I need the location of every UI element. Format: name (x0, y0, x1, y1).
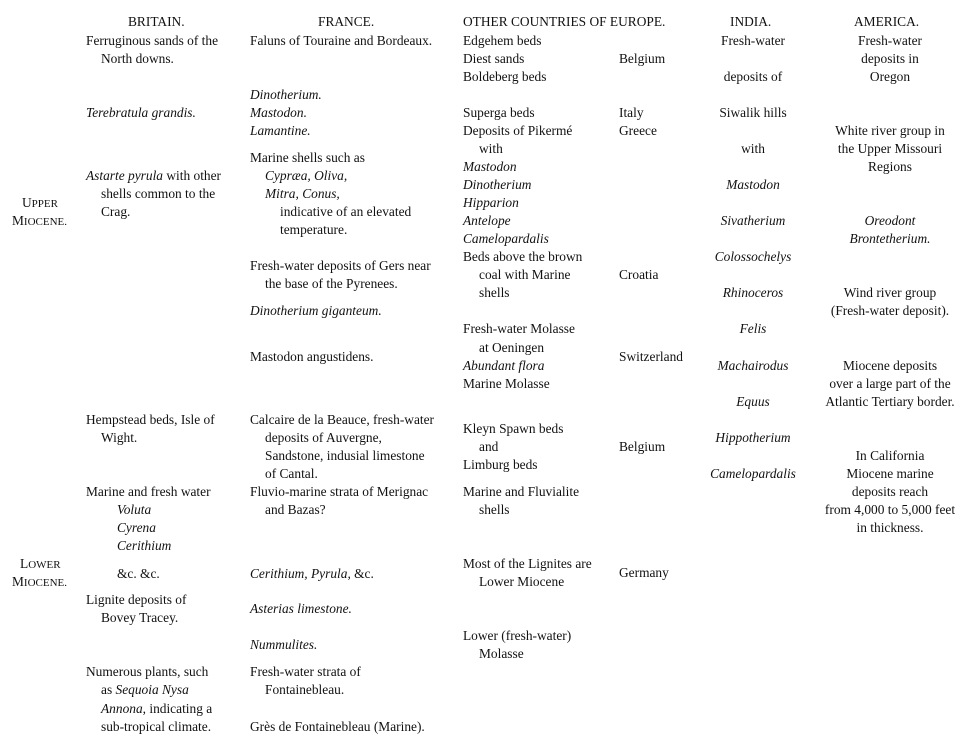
europe-croatia: Croatia (619, 267, 659, 282)
india-fauna-item: Rhinoceros (722, 285, 784, 300)
britain-ferruginous-2: North downs. (101, 51, 174, 66)
america-california-3: deposits reach (851, 484, 929, 499)
britain-cyrena: Cyrena (117, 520, 156, 535)
america-fw-1: Fresh-water (858, 33, 922, 48)
america-california-2: Miocene marine (846, 466, 934, 481)
france-beauce-1: Calcaire de la Beauce, fresh-water (250, 412, 435, 427)
france-faluns: Faluns of Touraine and Bordeaux. (250, 33, 433, 48)
america-white-1: White river group in (835, 123, 945, 138)
britain-lignite-1: Lignite deposits of (86, 592, 187, 607)
india-fauna-item: Machairodus (717, 358, 789, 373)
america-atlantic-3: Atlantic Tertiary border. (825, 394, 955, 409)
britain-marine-fresh: Marine and fresh water (86, 484, 211, 499)
france-fontainebleau-2: Fontainebleau. (265, 682, 345, 697)
britain-astarte-2: shells common to the (101, 186, 216, 201)
britain-terebratula: Terebratula grandis. (86, 105, 196, 120)
britain-plants-3: Annona, indicating a (101, 701, 213, 716)
europe-switzerland: Switzerland (619, 349, 683, 364)
europe-lower-fw-1: Lower (fresh-water) (463, 628, 572, 643)
europe-marine-molasse: Marine Molasse (463, 376, 550, 391)
europe-kleyn-2: and (479, 439, 499, 454)
india-fauna-item: Equus (736, 394, 770, 409)
britain-astarte-1: Astarte pyrula with other (86, 168, 222, 183)
france-fluvio-2: and Bazas? (265, 502, 326, 517)
india-fauna-item: Mastodon (726, 177, 780, 192)
europe-mastodon: Mastodon (463, 159, 517, 174)
europe-abundant-flora: Abundant flora (463, 358, 545, 373)
france-cerithium-pyrula: Cerithium, Pyrula, &c. (250, 566, 374, 581)
britain-hempstead-1: Hempstead beds, Isle of (86, 412, 215, 427)
america-atlantic-1: Miocene deposits (842, 358, 938, 373)
europe-camelopardalis: Camelopardalis (463, 231, 549, 246)
europe-fluvialite-2: shells (479, 502, 510, 517)
britain-voluta: Voluta (117, 502, 152, 517)
header-other-europe: OTHER COUNTRIES OF EUROPE. (463, 14, 666, 29)
britain-astarte-3: Crag. (101, 204, 131, 219)
europe-pikerme-2: with (479, 141, 503, 156)
france-marine-shells: Marine shells such as (250, 150, 365, 165)
header-britain: BRITAIN. (128, 14, 185, 29)
europe-lower-fw-2: Molasse (479, 646, 524, 661)
europe-molasse-1: Fresh-water Molasse (463, 321, 575, 336)
france-dinotherium: Dinotherium. (250, 87, 322, 102)
europe-superga: Superga beds (463, 105, 535, 120)
america-wind-2: (Fresh-water deposit). (830, 303, 950, 318)
britain-etc: &c. &c. (117, 566, 160, 581)
america-wind-1: Wind river group (843, 285, 937, 300)
america-california-1: In California (855, 448, 925, 463)
europe-limburg: Limburg beds (463, 457, 538, 472)
europe-kleyn-1: Kleyn Spawn beds (463, 421, 564, 436)
france-beauce-4: of Cantal. (265, 466, 318, 481)
europe-germany: Germany (619, 565, 669, 580)
period-upper-line2: MIOCENE. (12, 213, 67, 228)
india-line-4: with (741, 141, 765, 156)
america-white-3: Regions (868, 159, 912, 174)
britain-plants-1: Numerous plants, such (86, 664, 209, 679)
europe-molasse-2: at Oeningen (479, 340, 545, 355)
france-indicative-2: temperature. (280, 222, 348, 237)
europe-pikerme-1: Deposits of Pikermé (463, 123, 573, 138)
europe-lignites-1: Most of the Lignites are (463, 556, 592, 571)
europe-hipparion: Hipparion (463, 195, 519, 210)
america-oreodont: Oreodont (864, 213, 916, 228)
period-upper-line1: UPPER (22, 195, 58, 210)
france-mastodon-angustidens: Mastodon angustidens. (250, 349, 374, 364)
header-india: INDIA. (730, 14, 772, 29)
britain-lignite-2: Bovey Tracey. (101, 610, 179, 625)
europe-italy: Italy (619, 105, 644, 120)
india-line-3: Siwalik hills (719, 105, 787, 120)
europe-brown-coal-2: coal with Marine (479, 267, 571, 282)
britain-ferruginous-1: Ferruginous sands of the (86, 33, 219, 48)
france-dino-giganteum: Dinotherium giganteum. (250, 303, 382, 318)
france-asterias: Asterias limestone. (250, 601, 352, 616)
europe-dinotherium: Dinotherium (463, 177, 532, 192)
france-cypraea: Cypræa, Oliva, (265, 168, 348, 183)
france-beauce-2: deposits of Auvergne, (265, 430, 382, 445)
france-lamantine: Lamantine. (250, 123, 311, 138)
europe-antelope: Antelope (463, 213, 511, 228)
period-lower-line2: MIOCENE. (12, 574, 67, 589)
america-fw-3: Oregon (869, 69, 911, 84)
france-mitra: Mitra, Conus, (265, 186, 340, 201)
europe-greece: Greece (619, 123, 657, 138)
america-california-5: in thickness. (856, 520, 924, 535)
france-gers-1: Fresh-water deposits of Gers near (250, 258, 431, 273)
europe-fluvialite-1: Marine and Fluvialite (463, 484, 580, 499)
europe-boldeberg: Boldeberg beds (463, 69, 547, 84)
india-fauna-item: Camelopardalis (710, 466, 796, 481)
europe-lignites-2: Lower Miocene (479, 574, 565, 589)
india-line-1: Fresh-water (721, 33, 785, 48)
france-gers-2: the base of the Pyrenees. (265, 276, 398, 291)
america-fw-2: deposits in (861, 51, 919, 66)
europe-edgehem: Edgehem beds (463, 33, 542, 48)
india-fauna-item: Colossochelys (714, 249, 792, 264)
europe-belgium-1: Belgium (619, 51, 666, 66)
britain-cerithium: Cerithium (117, 538, 172, 553)
france-fluvio-1: Fluvio-marine strata of Merignac (250, 484, 429, 499)
france-nummulites: Nummulites. (250, 637, 318, 652)
india-fauna-item: Sivatherium (720, 213, 786, 228)
france-beauce-3: Sandstone, indusial limestone (265, 448, 425, 463)
france-indicative-1: indicative of an elevated (280, 204, 412, 219)
europe-brown-coal-1: Beds above the brown (463, 249, 583, 264)
britain-plants-2: as Sequoia Nysa (101, 682, 189, 697)
britain-plants-4: sub-tropical climate. (101, 719, 212, 734)
france-gres: Grès de Fontainebleau (Marine). (250, 719, 425, 734)
india-line-2: deposits of (723, 69, 783, 84)
header-america: AMERICA. (854, 14, 920, 29)
america-atlantic-2: over a large part of the (829, 376, 951, 391)
europe-belgium-2: Belgium (619, 439, 666, 454)
india-fauna-item: Hippotherium (715, 430, 791, 445)
france-mastodon: Mastodon. (250, 105, 307, 120)
france-fontainebleau-1: Fresh-water strata of (250, 664, 361, 679)
britain-hempstead-2: Wight. (101, 430, 138, 445)
europe-diest: Diest sands (463, 51, 525, 66)
america-white-2: the Upper Missouri (837, 141, 943, 156)
america-california-4: from 4,000 to 5,000 feet (824, 502, 956, 517)
europe-brown-coal-3: shells (479, 285, 510, 300)
america-brontetherium: Brontetherium. (849, 231, 931, 246)
period-lower-line1: LOWER (20, 556, 61, 571)
header-france: FRANCE. (318, 14, 375, 29)
india-fauna-item: Felis (739, 321, 767, 336)
